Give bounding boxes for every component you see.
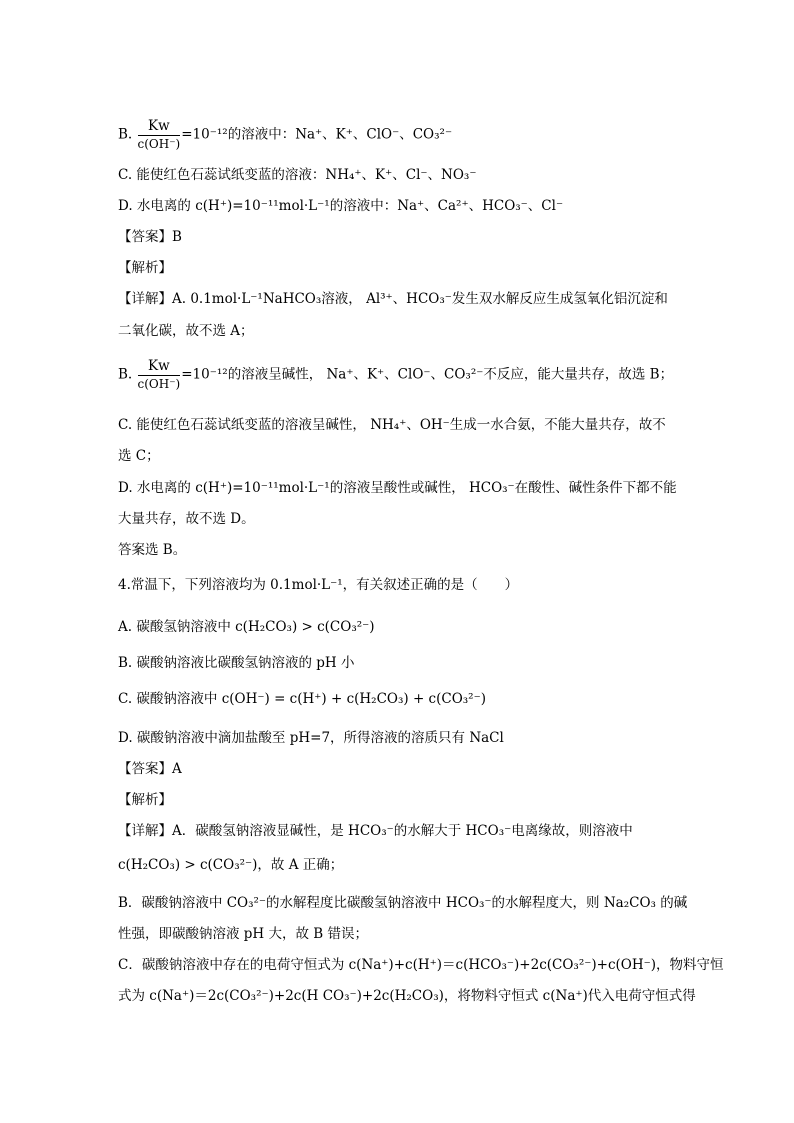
kw-fraction	[138, 118, 181, 152]
detail2-a-line-1: 【详解】A．碳酸氢钠溶液显碱性，是 HCO₃⁻的水解大于 HCO₃⁻电离缘故，则溶液中	[118, 823, 633, 839]
kw-numerator: Kw	[138, 118, 181, 136]
detail2-a-line-2: c(H₂CO₃) > c(CO₃²⁻)，故 A 正确；	[118, 857, 344, 873]
detail2-b-line-2: 性强，即碳酸钠溶液 pH 大，故 B 错误；	[118, 926, 369, 942]
kw-numerator-2: Kw	[138, 358, 181, 376]
kw-denominator-2: c(OH⁻)	[137, 377, 181, 391]
option-b-line	[118, 118, 452, 152]
option-d-line: D. 水电离的 c(H⁺)=10⁻¹¹mol·L⁻¹的溶液中：Na⁺、Ca²⁺、HCO₃⁻、Cl⁻	[118, 198, 564, 214]
option-b-label: B.	[118, 126, 133, 143]
option-c-line: C. 能使红色石蕊试纸变蓝的溶液：NH₄⁺、K⁺、Cl⁻、NO₃⁻	[118, 167, 477, 183]
detail-a-line-1: 【详解】A. 0.1mol·L⁻¹NaHCO₃溶液， Al³⁺、HCO₃⁻发生双水解反应生成氢氧化铝沉淀和	[118, 291, 668, 307]
kw-denominator: c(OH⁻)	[137, 137, 181, 151]
detail-d-line-1: D. 水电离的 c(H⁺)=10⁻¹¹mol·L⁻¹的溶液呈酸性或碱性， HCO₃⁻在酸性、碱性条件下都不能	[118, 480, 677, 496]
question-4-option-b: B. 碳酸钠溶液比碳酸氢钠溶液的 pH 小	[118, 655, 355, 671]
detail-b-line	[118, 358, 673, 392]
detail-c-line-1: C. 能使红色石蕊试纸变蓝的溶液呈碱性， NH₄⁺、OH⁻生成一水合氨，不能大量共存，故不	[118, 417, 666, 433]
question-4-option-a: A. 碳酸氢钠溶液中 c(H₂CO₃) > c(CO₃²⁻)	[118, 619, 375, 635]
detail-b-label: B.	[118, 366, 133, 383]
kw-fraction-2	[138, 358, 181, 392]
question-4-option-c: C. 碳酸钠溶液中 c(OH⁻) = c(H⁺) + c(H₂CO₃) + c(CO₃²⁻)	[118, 691, 486, 707]
answer-heading-1: 【答案】B	[118, 229, 182, 245]
detail2-b-line-1: B．碳酸钠溶液中 CO₃²⁻的水解程度比碳酸氢钠溶液中 HCO₃⁻的水解程度大，则 Na₂CO₃ 的碱	[118, 895, 688, 911]
question-4: 4.常温下，下列溶液均为 0.1mol·L⁻¹，有关叙述正确的是（ ）	[118, 577, 519, 593]
answer-heading-2: 【答案】A	[118, 761, 182, 777]
question-4-option-d: D. 碳酸钠溶液中滴加盐酸至 pH=7，所得溶液的溶质只有 NaCl	[118, 730, 504, 746]
detail-c-line-2: 选 C；	[118, 448, 160, 464]
option-b-text: =10⁻¹²的溶液中：Na⁺、K⁺、ClO⁻、CO₃²⁻	[181, 126, 453, 143]
detail-d-line-2: 大量共存，故不选 D。	[118, 511, 255, 527]
detail-a-line-2: 二氧化碳，故不选 A；	[118, 323, 254, 339]
analysis-heading-2: 【解析】	[118, 792, 172, 808]
detail2-c-line-2: 式为 c(Na⁺)＝2c(CO₃²⁻)+2c(H CO₃⁻)+2c(H₂CO₃)，将物料守恒式 c(Na⁺)代入电荷守恒式得	[118, 988, 696, 1004]
detail2-c-line-1: C．碳酸钠溶液中存在的电荷守恒式为 c(Na⁺)+c(H⁺)＝c(HCO₃⁻)+2c(CO₃²⁻)+c(OH⁻)，物料守恒	[118, 957, 724, 973]
detail-b-text: =10⁻¹²的溶液呈碱性， Na⁺、K⁺、ClO⁻、CO₃²⁻不反应，能大量共存，故选 B；	[181, 366, 674, 383]
final-answer-1: 答案选 B。	[118, 542, 187, 558]
analysis-heading-1: 【解析】	[118, 260, 172, 276]
